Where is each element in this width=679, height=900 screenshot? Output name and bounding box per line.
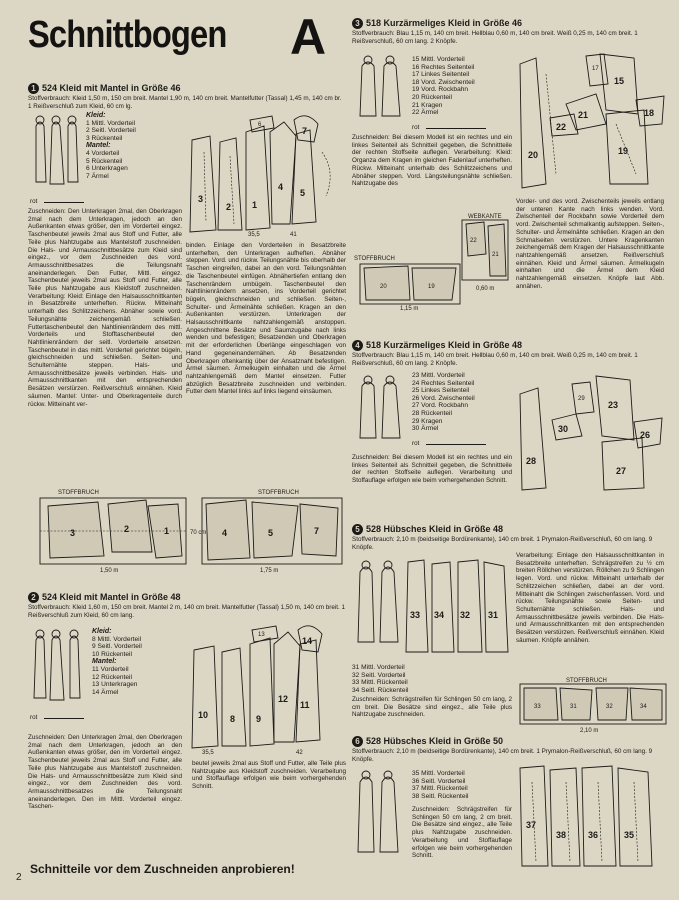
section-5-material: Stoffverbrauch: 2,10 m (beidseitige Bordürenkante), 140 cm breit. 1 Prymalon-Reißverschluß, 60 cm lang. 9 Knöpfe. [352, 536, 653, 551]
svg-text:32: 32 [460, 610, 471, 620]
svg-text:22: 22 [470, 238, 477, 244]
section-2-heading [28, 592, 181, 603]
svg-text:22: 22 [556, 122, 567, 132]
part-28: 28 Rückenteil [412, 409, 452, 417]
svg-text:1: 1 [164, 526, 170, 536]
section-5-heading [352, 524, 503, 535]
svg-text:2: 2 [124, 524, 130, 534]
section-1-instructions-left: Zuschneiden: Den Unterkragen 2mal, den Oberkragen 2mal nach dem Unterkragen, jedoch an den Außenkanten etwas größer, den im Vorderteil eingez. Taschenbeutel jeweils 2mal aus Stoff und Futter, alle Teile plus Nahtzugabe aus Mantelstoff zuschneiden. Die Hals- und Armausschnittbesätze zum Kleid sind eingez., vor dem Zuschneiden des vord. Armausschnittbesatzes die Teilungsnaht aneinanderlegen. Den Futter, Mittl. eingez. Taschenbeutel jeweils 2mal aus Stoff und Futter, alle Teile plus Nahtzugabe aus Kleidstoff zuschneiden. Verarbeitung: Kleid: Einlage den Halsausschnittkanten in Besatzbreite unterheften. Rückw. Mitteinaht unterhalb des Schlitzzeichens. Abnäher sowie vord. Teilungsnähte zeichengemäß schließen. Futtertaschenbeutel den Nahtlinienrändern des mittl. Vorderteils und Stofftaschenbeutel den Nahtlinienrändern der seitl. Vorderteile ansetzen. Taschenbeutel in das mittl. Vorderteil gerichtet bügeln, gleichschneiden und schließen. Seiten- und Schulternähte steppen. Hals- und Armausschnittbesätze jeweils verbinden. Hals- und Armausschnittkanten mit den entsprechenden Besätzen verstürzen. Reißverschluß einnähen. Kleid säumen. Mantel: Unter- und Oberkragenteile durch rückw. Mitteinaht ver- [28, 208, 182, 408]
part-22: 22 Ärmel [412, 109, 439, 117]
svg-text:6: 6 [258, 122, 262, 128]
svg-text:15: 15 [614, 76, 625, 86]
section-2-instructions-left: Zuschneiden: Den Unterkragen 2mal, den Oberkragen 2mal nach dem Unterkragen, jedoch an den Außenkanten etwas größer, den im Vorderteil eingez. Taschenbeutel jeweils 2mal aus Stoff und Futter, alle Teile plus Nahtzugabe aus Mantelstoff zuschneiden. Die Hals- und Armausschnittbesätze zum Kleid sind eingez., vor dem Zuschneiden des vord. Armausschnittbesatzes die Teilungsnaht aneinanderlegen. Den im Mittl. Vorderteil eingez. Taschen- [28, 734, 182, 811]
section-4-number: 4 [352, 340, 363, 351]
section-3-fabric-layout [352, 198, 512, 312]
page-number: 2 [16, 872, 22, 883]
svg-text:2: 2 [226, 202, 232, 212]
part-10: 10 Rückenteil [92, 650, 132, 658]
section-5-number: 5 [352, 524, 363, 535]
part-3: 3 Rückenteil [86, 134, 123, 142]
section-3-number: 3 [352, 18, 363, 29]
section-5-title: 528 Hübsches Kleid in Größe 48 [366, 524, 504, 534]
section-4-heading [352, 340, 522, 351]
width-150-label: 1,50 m [100, 568, 119, 574]
part-17: 17 Linkes Seitenteil [412, 71, 470, 79]
part-38: 38 Seitl. Rückenteil [412, 792, 469, 800]
section-5-pattern-pieces [404, 556, 512, 656]
section-3-title: 518 Kurzärmeliges Kleid in Größe 46 [366, 18, 523, 28]
section-2-instructions-right: beutel jeweils 2mal aus Stoff und Futter, alle Teile plus Nahtzugabe aus Kleidstoff zuschneiden. Verarbeitung und Stoffauflage erfolgen wie beim vorhergehenden Schnitt. [192, 760, 346, 791]
section-2-material: Stoffverbrauch: Kleid 1,60 m, 150 cm breit. Mantel 2 m, 140 cm breit. Mantelfutter (Tassal) 1,50 m, 140 cm breit. 1 Reißverschluß zum Kleid, 60 cm lang. [28, 604, 345, 619]
part-24: 24 Rechtes Seitenteil [412, 379, 475, 387]
svg-text:31: 31 [488, 610, 499, 620]
section-2-pattern-pieces [188, 622, 346, 756]
section-6-number: 6 [352, 736, 363, 747]
part-36: 36 Seitl. Vorderteil [412, 777, 466, 785]
section-2-number: 2 [28, 592, 39, 603]
section-1-number: 1 [28, 83, 39, 94]
page-title: Schnittbogen [28, 14, 227, 56]
svg-text:36: 36 [588, 830, 599, 840]
section-5-parts-list [352, 664, 408, 694]
svg-text:30: 30 [558, 424, 569, 434]
section-3-instructions-left: Zuschneiden: Bei diesem Modell ist ein rechtes und ein linkes Seitenteil als Schnitteil gegeben, die Schnittteile der rechten Stoffseite auflegen. Verarbeitung: Kleid: Organza dem Kragen im gleichen Fadenlauf unterheften. Rückw. Mitteinaht unterhalb des Schlitzzeichens und Abnäher steppen. Vord. Längsteilungsnähte schließen. Nahtzugabe des [352, 134, 512, 188]
part-16: 16 Rechtes Seitenteil [412, 63, 475, 71]
section-6-model-illustration [352, 766, 404, 862]
section-2-model-illustration [30, 626, 86, 710]
part-6: 6 Unterkragen [86, 165, 128, 173]
svg-text:3: 3 [198, 194, 204, 204]
svg-text:27: 27 [616, 466, 627, 476]
section-3-model-illustration [354, 52, 406, 124]
kleid-label: Kleid: [86, 112, 106, 119]
part-27: 27 Vord. Rockbahn [412, 402, 469, 410]
section-5-instructions-right: Verarbeitung: Einlage den Halsausschnittkanten in Besatzbreite unterheften. Schrägstreifen zu ½ cm breiten Röllchen verstürzen. Röllchen zu 9 Schlingen legen. Vord. und rückw. Mitteinaht unterhalb der Schlitzzeichen schließen, dabei an der vord. Mitteinaht die Schlingen zwischenfassen. Vord. und rückw. Teilungsnähte sowie Seiten- und Schulternähte schließen. Hals- und Armausschnittbesätze jeweils verbinden. Die Hals- und Armausschnittkanten mit den entsprechenden Besätzen verstürzen. Reißverschluß einnähen. Kleid säumen. Knöpfe annähen. [516, 552, 664, 644]
section-4-legend-rot: rot [412, 440, 420, 447]
section-2-title: 524 Kleid mit Mantel in Größe 48 [42, 592, 181, 602]
section-1-fabric-layout-kleid [28, 486, 190, 574]
svg-text:14: 14 [302, 636, 313, 646]
part-9: 9 Seitl. Vorderteil [92, 643, 142, 651]
width-060-label: 0,60 m [476, 286, 495, 292]
section-4-parts-list [412, 372, 475, 433]
part-5: 5 Rückenteil [86, 157, 123, 165]
svg-text:8: 8 [230, 714, 236, 724]
part-30: 30 Ärmel [412, 425, 439, 433]
part-1: 1 Mittl. Vorderteil [86, 119, 136, 127]
svg-text:13: 13 [258, 632, 265, 638]
svg-text:7: 7 [302, 126, 308, 136]
section-3-parts-list [412, 56, 475, 117]
legend-line-2 [44, 718, 84, 719]
svg-text:20: 20 [528, 150, 539, 160]
svg-text:1: 1 [252, 200, 258, 210]
part-12: 12 Rückenteil [92, 673, 132, 681]
svg-text:23: 23 [608, 400, 619, 410]
part-8: 8 Mittl. Vorderteil [92, 635, 142, 643]
section-6-heading [352, 736, 503, 747]
svg-text:37: 37 [526, 820, 537, 830]
part-21: 21 Kragen [412, 101, 443, 109]
part-20: 20 Rückenteil [412, 93, 452, 101]
legend-line-4 [426, 444, 486, 445]
svg-text:17: 17 [592, 66, 599, 72]
section-3-legend-rot: rot [412, 124, 420, 131]
section-4-pattern-pieces [516, 364, 666, 494]
section-1-model-illustration [30, 112, 82, 194]
sheet-letter: A [290, 9, 327, 65]
width-210-label: 2,10 m [580, 728, 599, 734]
stoffbruch-label-3: STOFFBRUCH [354, 256, 395, 262]
svg-text:26: 26 [640, 430, 651, 440]
stoffbruch-label: STOFFBRUCH [58, 490, 99, 496]
section-6-parts-list [412, 770, 468, 800]
legend-line-3 [426, 128, 486, 129]
svg-text:5: 5 [268, 528, 274, 538]
width-115-label: 1,15 m [400, 306, 419, 312]
section-5-model-illustration [352, 556, 404, 652]
svg-text:19: 19 [618, 146, 629, 156]
svg-text:20: 20 [380, 284, 387, 290]
section-2-legend-rot: rot [30, 714, 38, 721]
svg-text:29: 29 [578, 396, 585, 402]
mantel-label-2: Mantel: [92, 658, 117, 666]
stoffbruch-label-5: STOFFBRUCH [566, 678, 607, 684]
kleid-label-2: Kleid: [92, 628, 112, 635]
legend-line [44, 202, 84, 203]
svg-text:42: 42 [296, 750, 303, 756]
part-33: 33 Mittl. Rückenteil [352, 679, 408, 687]
svg-text:7: 7 [314, 526, 320, 536]
svg-text:3: 3 [70, 528, 76, 538]
section-1-pattern-pieces [186, 112, 346, 238]
part-32: 32 Seitl. Vorderteil [352, 671, 406, 679]
section-4-title: 518 Kurzärmeliges Kleid in Größe 48 [366, 340, 523, 350]
svg-text:4: 4 [278, 182, 284, 192]
section-3-heading [352, 18, 522, 29]
section-1-legend-rot: rot [30, 198, 38, 205]
footer-note: Schnitteile vor dem Zuschneiden anprobieren! [30, 862, 295, 876]
svg-text:32: 32 [606, 704, 613, 710]
section-1-title: 524 Kleid mit Mantel in Größe 46 [42, 83, 181, 93]
section-1-material: Stoffverbrauch: Kleid 1,50 m, 150 cm breit. Mantel 1,90 m, 140 cm breit. Mantelfutter (Tassal) 1,45 m, 140 cm br. 1 Reißverschluß zum Kleid, 60 cm lg. [28, 95, 342, 110]
svg-text:34: 34 [434, 610, 445, 620]
section-1-heading [28, 83, 181, 94]
part-35: 35 Mittl. Vorderteil [412, 770, 465, 777]
webkante-label: WEBKANTE [468, 214, 502, 220]
svg-text:18: 18 [644, 108, 655, 118]
svg-text:35,5: 35,5 [202, 750, 214, 756]
part-2: 2 Seitl. Vorderteil [86, 127, 136, 135]
part-18: 18 Vord. Zwischenteil [412, 78, 475, 86]
svg-text:33: 33 [410, 610, 421, 620]
part-4: 4 Vorderteil [86, 149, 120, 157]
svg-text:35,5: 35,5 [248, 232, 260, 238]
svg-text:28: 28 [526, 456, 537, 466]
part-19: 19 Vord. Rockbahn [412, 86, 469, 94]
section-1-parts-list [86, 112, 136, 180]
section-1-fabric-layout-mantel [188, 486, 346, 574]
part-15: 15 Mittl. Vorderteil [412, 56, 465, 63]
part-37: 37 Mittl. Rückenteil [412, 785, 468, 793]
svg-text:21: 21 [578, 110, 589, 120]
svg-text:5: 5 [300, 188, 306, 198]
svg-text:12: 12 [278, 694, 289, 704]
svg-text:35: 35 [624, 830, 635, 840]
part-31: 31 Mittl. Vorderteil [352, 664, 405, 671]
section-1-instructions-right: binden. Einlage den Vorderteilen in Besatzbreite unterheften, den Unterkragen aufheften. Abnäher steppen. Vord. und rückw. Teilungsnähte bis oberhalb der Taschen eingreifen, dabei an den vord. Teilungsnähten die Taschenbeutel einfügen. Abnähertiefen entlang den Taschenrändern umbügeln. Taschenbeutel den Nahtlinienrändern ansetzen, ins Vorderteil gerichtet bügeln, gleichschneiden und schließen. Seiten-, Schulter- und Ärmelnähte schließen. Kragen an den Außenkanten verstürzen. Unterkragen der Halsausschnittkante nahtzahlengemäß anstoppen. Angeschnittene Besätze und Saumzugabe nach links wenden und befestigen; Besatzenden und Oberkragen mit der erforderlichen Überlänge eingeschlagen von Hand gegeneinandernähen. Ab Besatzenden Oberkragen oftenkantig über der Ansatznaht befestigen. Ärmel säumen. Ärmelkugeln einhalten und die Ärmel nahtzahlengemäß dem Mantel einsetzen. Futter abzüglich Besatzbreite zuschneiden und verbinden. Futter dem Mantel links auf links liegend einsäumen. [186, 242, 346, 396]
section-3-pattern-pieces [516, 44, 666, 194]
svg-text:34: 34 [640, 704, 647, 710]
svg-text:38: 38 [556, 830, 567, 840]
section-2-parts-list [92, 628, 142, 696]
section-6-pattern-pieces [516, 762, 666, 872]
section-5-instructions-left: Zuschneiden: Schrägstreifen für Schlingen 50 cm lang, 2 cm breit. Die Besätze sind eingez., alle Teile plus Nahtzugabe zuschneiden. [352, 696, 512, 719]
section-3-material: Stoffverbrauch: Blau 1,15 m, 140 cm breit. Hellblau 0,60 m, 140 cm breit. Weiß 0,25 m, 140 cm breit. 1 Reißverschluß, 60 cm lang. 2 Knöpfe. [352, 30, 638, 45]
section-5-fabric-layout [516, 674, 668, 734]
svg-text:9: 9 [256, 714, 262, 724]
part-7: 7 Ärmel [86, 172, 109, 180]
mantel-label: Mantel: [86, 142, 111, 150]
svg-text:21: 21 [492, 252, 499, 258]
svg-text:11: 11 [300, 700, 310, 710]
width-175-label: 1,75 m [260, 568, 279, 574]
section-6-material: Stoffverbrauch: 2,10 m (beidseitige Bordürenkante), 140 cm breit. 1 Prymalon-Reißverschluß, 60 cm lang. 9 Knöpfe. [352, 748, 653, 763]
stoffbruch-label-2: STOFFBRUCH [258, 490, 299, 496]
part-14: 14 Ärmel [92, 688, 119, 696]
svg-text:19: 19 [428, 284, 435, 290]
section-4-instructions: Zuschneiden: Bei diesem Modell ist ein rechtes und ein linkes Seitenteil als Schnitteil gegeben, die Schnittteile der rechten Stoffseite auflegen. Verarbeitung und Stoffauflage erfolgen wie beim vorhergehenden Schnitt. [352, 454, 512, 485]
part-26: 26 Vord. Zwischenteil [412, 394, 475, 402]
part-13: 13 Unterkragen [92, 681, 138, 689]
section-6-instructions: Zuschneiden: Schrägstreifen für Schlingen 50 cm lang, 2 cm breit. Die Besätze sind eingez., alle Teile plus Nahtzugabe zuschneiden. Verarbeitung und Stoffauflage erfolgen wie beim vorhergehenden Schnitt. [412, 806, 512, 860]
part-25: 25 Linkes Seitenteil [412, 387, 470, 395]
part-34: 34 Seitl. Rückenteil [352, 686, 409, 694]
svg-text:33: 33 [534, 704, 541, 710]
svg-text:10: 10 [198, 710, 209, 720]
section-6-title: 528 Hübsches Kleid in Größe 50 [366, 736, 504, 746]
part-29: 29 Kragen [412, 417, 443, 425]
svg-text:31: 31 [570, 704, 577, 710]
svg-text:41: 41 [290, 232, 297, 238]
section-3-instructions-right: Vorder- und des vord. Zwischenteils jeweils entlang der unteren Kante nach links wenden. Vord. Zwischenteil der Rockbahn sowie Vorderteil dem vord. Zwischenteil schmalkantig aufsteppen. Seiten-, Schulter- und Ärmelnähte schließen. Kragen an den Schmalseiten verstürzen. Untere Kragenkanten zeichengemäß dem Kragen der Halsausschnittkante nahtzahlengemäß ansetzen. Reißverschluß einnähen. Kleid und Ärmel säumen. Ärmelkugeln einhalten und die Ärmel dem Kleid nahtzahlengemäß einsetzen. Knöpfe laut Abb. annähen. [516, 198, 664, 290]
height-70-label: 70 cm [190, 530, 207, 536]
part-11: 11 Vorderteil [92, 665, 129, 673]
section-4-model-illustration [354, 372, 408, 446]
section-4-material: Stoffverbrauch: Blau 1,15 m, 140 cm breit. Hellblau 0,60 m, 140 cm breit. Weiß 0,25 m, 140 cm breit. 1 Reißverschluß, 60 cm lang. 2 Knöpfe. [352, 352, 638, 367]
part-23: 23 Mittl. Vorderteil [412, 372, 465, 379]
svg-text:4: 4 [222, 528, 228, 538]
